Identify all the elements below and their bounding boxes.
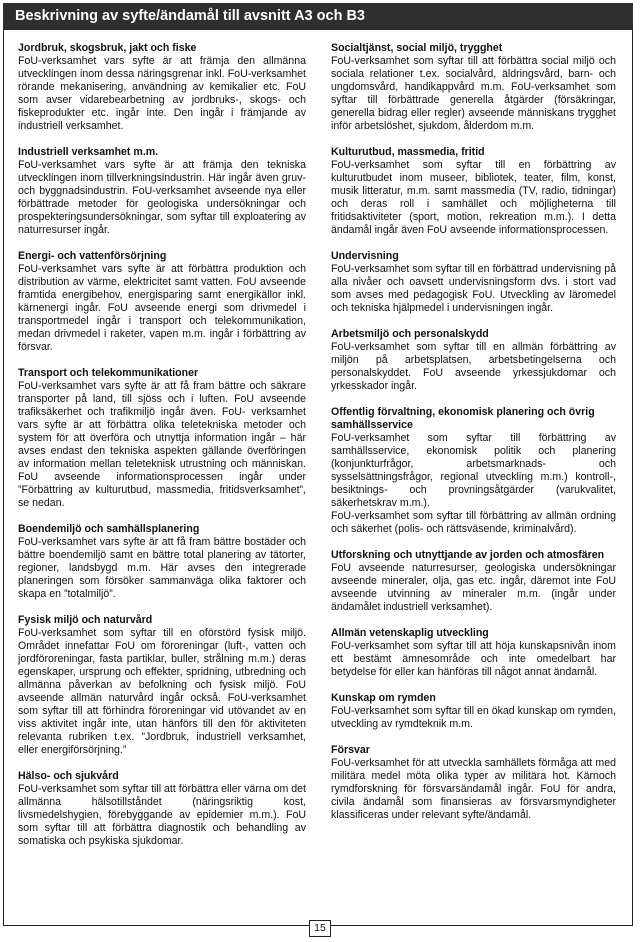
section-heading: Jordbruk, skogsbruk, jakt och fiske [18,42,197,54]
section-offentlig-forvaltning [331,406,616,536]
section-heading: Fysisk miljö och naturvård [18,614,153,626]
section-heading: Utforskning och utnyttjande av jorden och atmosfären [331,549,605,561]
section-industriell [18,146,306,237]
section-allman-vetenskaplig [331,627,616,679]
section-heading: Kulturutbud, massmedia, fritid [331,146,485,158]
section-body: FoU-verksamhet som syftar till en förbättrad undervisning på alla nivåer och oavsett undervisningsform dvs. i stort vad som avses med pedagogisk FoU. Utveckling av läromedel och tekniska hjälpmedel i undervisningen ingår. [331,263,616,314]
section-arbetsmiljo [331,328,616,393]
section-undervisning [331,250,616,315]
section-heading: Kunskap om rymden [331,692,436,704]
section-body: FoU-verksamhet som syftar till en förbättring av kulturutbudet inom museer, bibliotek, teater, film, konst, musik litteratur, m.m. samt massmedia (TV, radio, tidningar) och deras roll i samhället och möjligheterna till fritidsaktiviteter (sport, motion, rekreation m.m.). I detta ändamål ingår även FoU avseende informationsprocessen. [331,159,616,236]
section-heading: Allmän vetenskaplig utveckling [331,627,489,639]
section-body: FoU-verksamhet som syftar till en ökad kunskap om rymden, utveckling av rymdteknik m.m. [331,705,616,730]
section-body: FoU-verksamhet som syftar till en oförstörd fysisk miljö. Området innefattar FoU om föroreningar (luft-, vatten och jordföroreningar, fasta partiklar, buller, strålning m.m.) deras egenskaper, ursprung och effekter, spridning, utbredning och allmänna påverkan av befolkning och fysisk miljö. FoU avseende allmän naturvård ingår också. FoU-verksamhet som syftar till att förhindra föroreningar vid utövandet av en viss aktivitet ingår inte, utan hänförs till den för aktiviteten relevanta rubriken t.ex. ”Jordbruk, industriell verksamhet, eller energiförsörjning.” [18,627,306,756]
section-heading: Boendemiljö och samhällsplanering [18,523,200,535]
section-body: FoU-verksamhet som syftar till en allmän förbättring av miljön på arbetsplatsen, arbetsbetingelserna och personalskyddet. FoU avseende yrkessjukdomar och yrkesskador ingår. [331,341,616,392]
section-heading: Socialtjänst, social miljö, trygghet [331,42,503,54]
section-body: FoU-verksamhet som syftar till förbättring av samhällsservice, ekonomisk politik och planering (konjunkturfrågor, arbetsmarknads- och sysselsättningsfrågor, regional utveckling m.m.) kontroll-, besiktnings- och provningsåtgärder (varukvalitet, säkerhetskrav m.m.). [331,432,616,509]
right-column [331,42,616,835]
section-heading: Transport och telekommunikationer [18,367,199,379]
section-utforskning [331,549,616,614]
section-boendemiljo [18,523,306,601]
section-fysisk-miljo [18,614,306,757]
section-heading: Industriell verksamhet m.m. [18,146,159,158]
section-jordbruk [18,42,306,133]
section-body: FoU avseende naturresurser, geologiska undersökningar avseende mineraler, olja, gas etc. ingår, däremot inte FoU avseende utvinning av mineraler m.m. (ingår under ändamålet industriell verksamhet). [331,562,616,613]
section-heading: Undervisning [331,250,399,262]
section-forsvar [331,744,616,822]
page-number: 15 [309,920,331,937]
section-energi [18,250,306,354]
section-body: FoU-verksamhet vars syfte är att förbättra produktion och distribution av värme, elektricitet samt vatten. FoU avseende framtida energibehov, energisparing samt energikällor inkl. kärnenergi ingår. FoU avseende energi som drivmedel i transportmedel ingår i transport och telekommunikation, medan drivmedel i raketer, vapen m.m. ingår i förbättring av försvar. [18,263,306,353]
section-body: FoU-verksamhet vars syfte är att främja den allmänna utvecklingen inom dessa näringsgrenar inkl. FoU-verksamhet rörande mekanisering, användning av kemikalier etc. FoU som avser vidarebearbetning av jordbruks-, skogs- och fiskeprodukter etc. ingår inte. Den ingår i främjande av industriell verksamhet. [18,55,306,132]
section-body: FoU-verksamhet vars syfte är att främja den tekniska utvecklingen inom tillverkningsindustrin. Här ingår även gruv- och byggnadsindustrin. FoU-verksamhet avseende nya eller förbättrade metoder för geologiska undersökningar och prospekteringsundersökningar, som syftar till exploatering av naturresurser ingår. [18,159,306,236]
section-body: FoU-verksamhet vars syfte är att få fram bättre bostäder och bättre boendemiljö samt en bättre total planering av tätorter, regioner, landsbygd m.m. Här avses den integrerade planeringen som försöker sammanväga olika faktorer och skapa en ”totalmiljö”. [18,536,306,600]
section-heading: Försvar [331,744,370,756]
section-heading: Arbetsmiljö och personalskydd [331,328,489,340]
section-body: FoU-verksamhet för att utveckla samhällets förmåga att med militära medel möta olika typer av militära hot. Kärnoch rymdforskning för försvarsändamål ingår. FoU för andra, civila ändamål som finansieras av försvarsmyndigheter klassificeras under relevant syfte/ändamål. [331,757,616,821]
section-kulturutbud [331,146,616,237]
section-body: FoU-verksamhet som syftar till att förbättra eller värna om det allmänna hälsotillståndet (näringsriktig kost, livsmedelshygien, förebyggande av epidemier m.m.). FoU som syftar till att förbättra diagnostik och behandling av somatiska och psykiska sjukdomar. [18,783,306,847]
section-body: FoU-verksamhet som syftar till att höja kunskapsnivån inom ett bestämt ämnesområde och inte omedelbart har betydelse för eller kan hänföras till något annat ändamål. [331,640,616,678]
section-socialtjanst [331,42,616,133]
section-body: FoU-verksamhet vars syfte är att få fram bättre och säkrare transporter på land, till sjöss och i luften. FoU avseende trafiksäkerhet och trafikmiljö ingår även. FoU- verksamhet vars syfte är att förbättra olika teletekniska metoder och system för att överföra och utnyttja information ingår – här avses endast den tekniska aspekten gällande överföringen av information mellan teleteknisk utrustning och människan. FoU avseende informationsprocessen ingår under ”Förbättring av kulturutbud, massmedia, fritidsverksamhet”, se nedan. [18,380,306,509]
page-header [3,3,633,30]
section-heading: Offentlig förvaltning, ekonomisk planering och övrig samhällsservice [331,406,595,431]
section-transport [18,367,306,510]
section-heading: Hälso- och sjukvård [18,770,119,782]
left-column [18,42,306,861]
section-body-continued: FoU-verksamhet som syftar till förbättring av allmän ordning och säkerhet (polis- och rättsväsende, kriminalvård). [331,510,616,535]
section-heading: Energi- och vattenförsörjning [18,250,167,262]
section-rymden [331,692,616,731]
section-body: FoU-verksamhet som syftar till att förbättra social miljö och sociala relationer t.ex. socialvård, äldringsvård, barn- och ungdomsvård, handikappvård m.m. FoU-verksamhet som syftar till förbättrade generella åtgärder (försäkringar, generella bidrag eller regler) avseende människans trygghet inför arbetslöshet, sjukdom, ålderdom m.m. [331,55,616,132]
header-title: Beskrivning av syfte/ändamål till avsnitt A3 och B3 [15,8,365,24]
section-halso-sjukvard [18,770,306,848]
